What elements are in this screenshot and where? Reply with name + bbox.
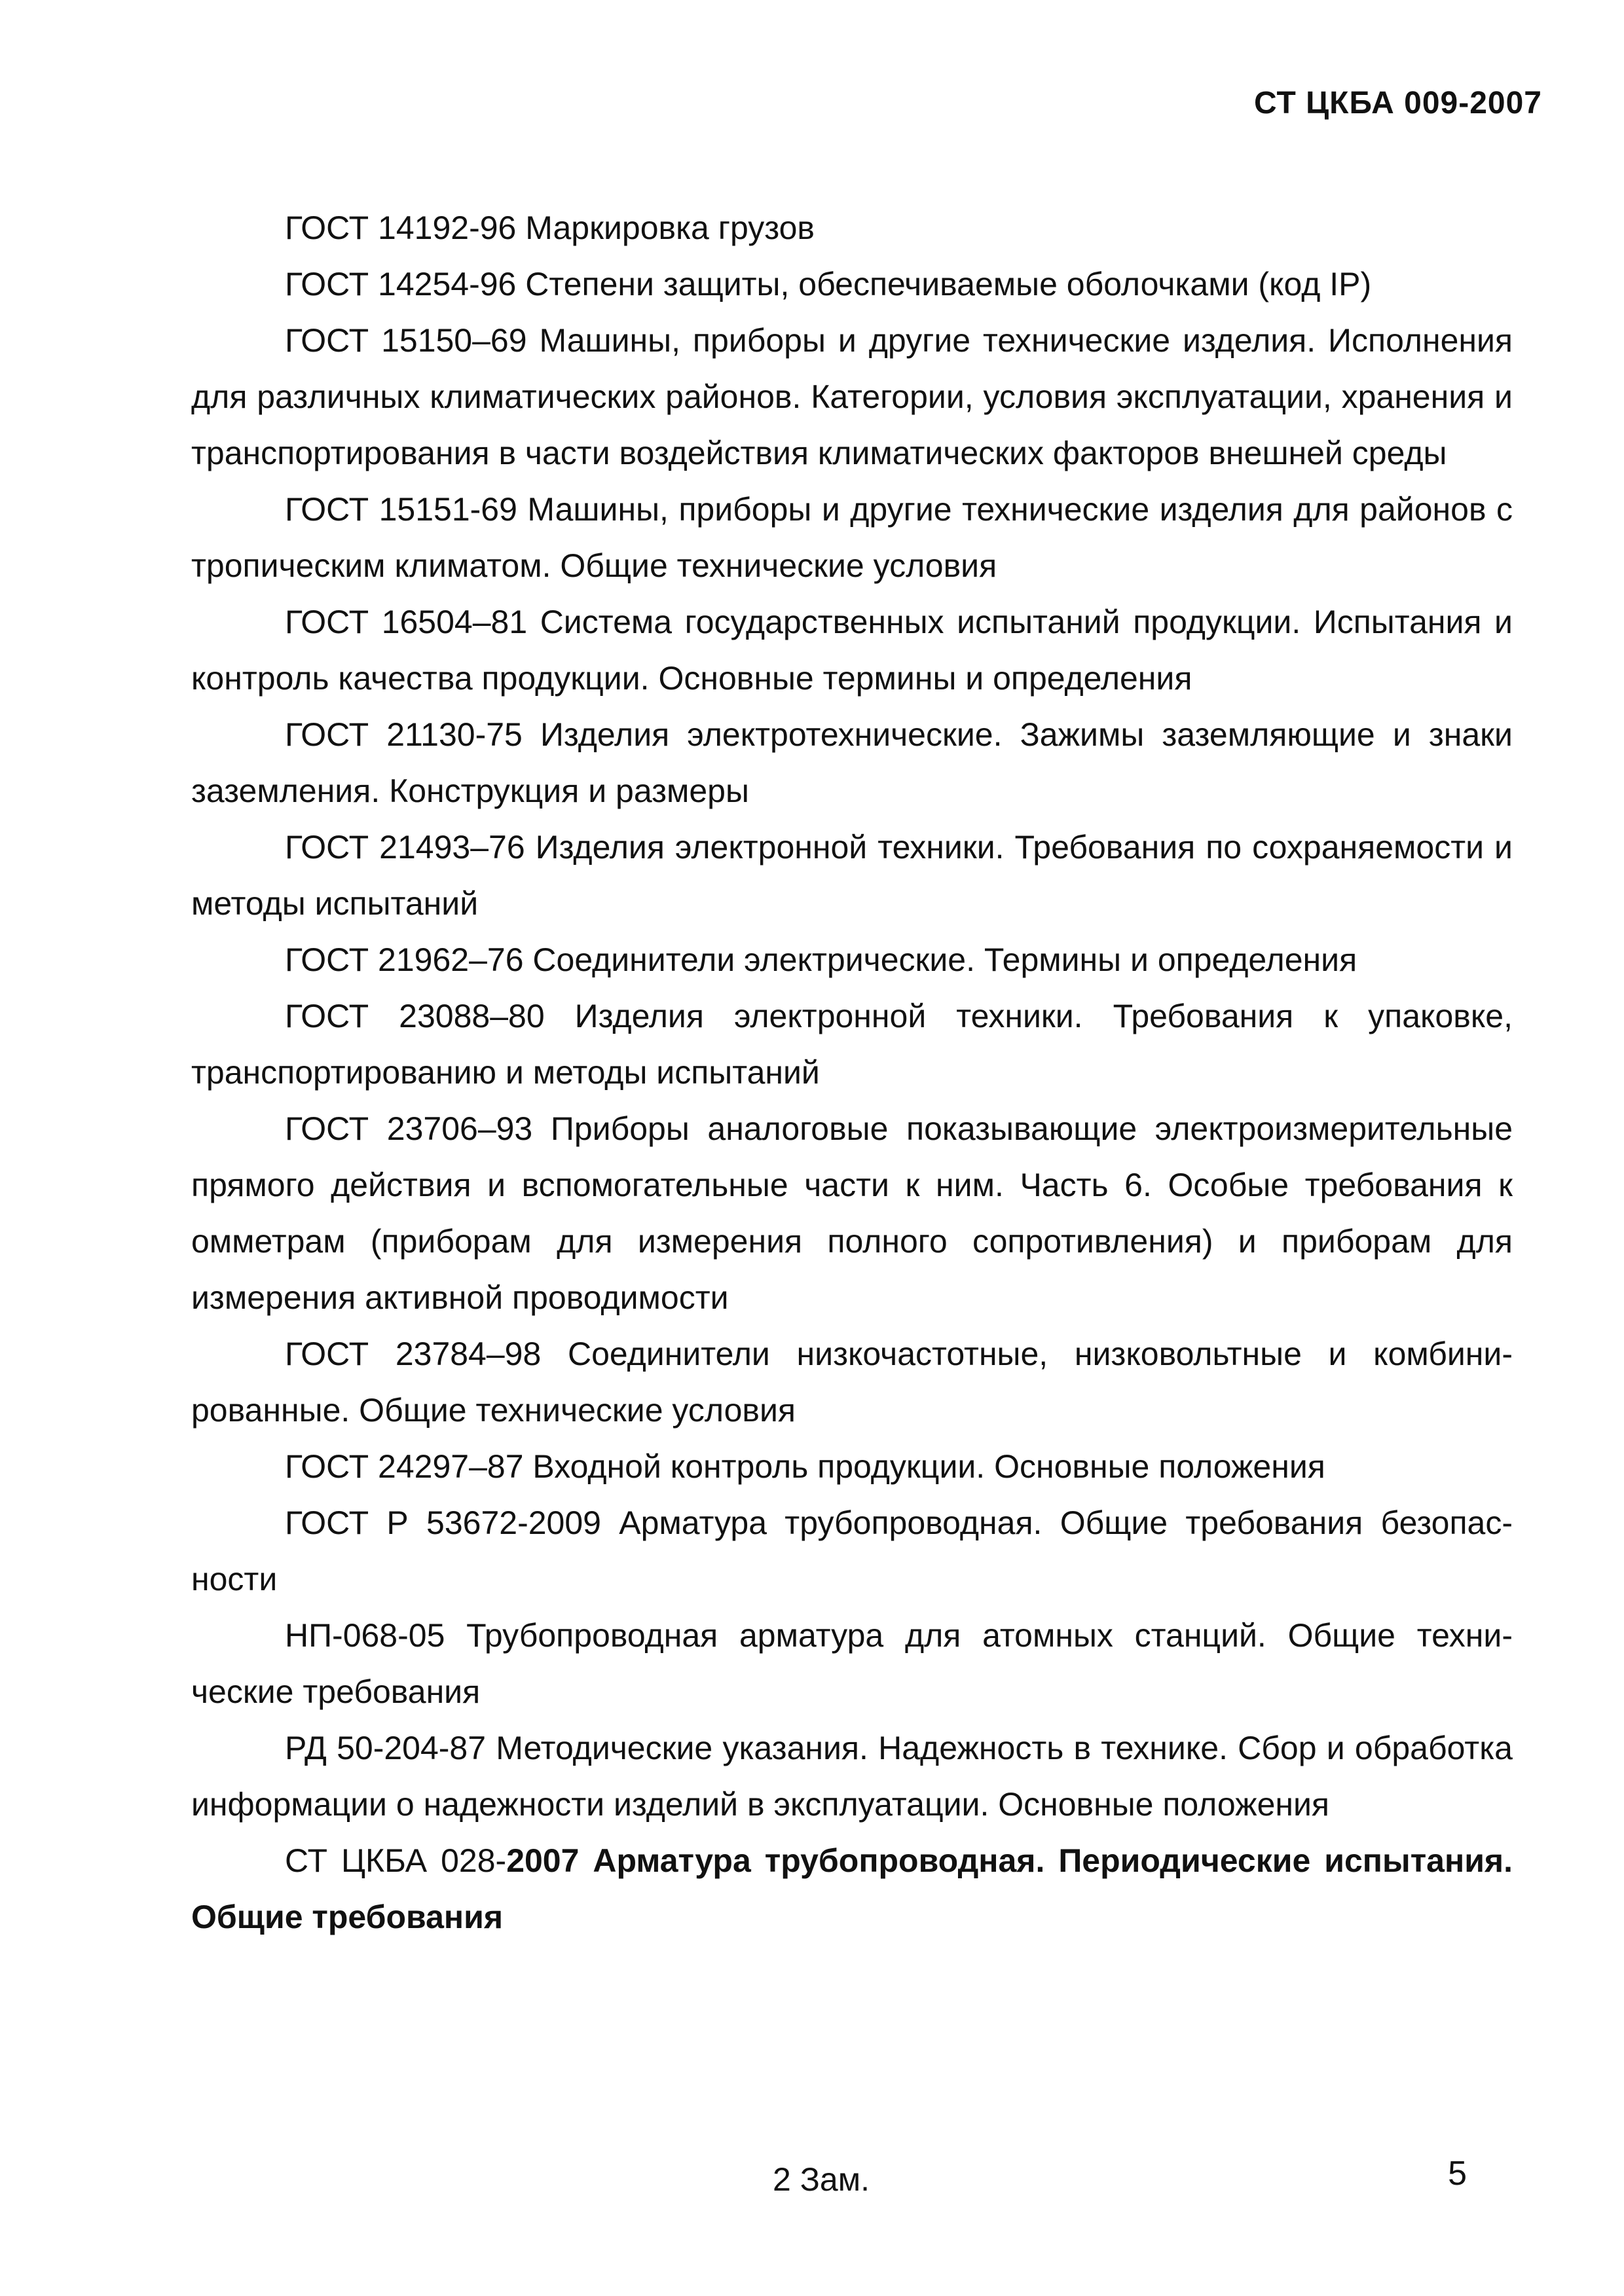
- reference-code: ГОСТ 15150–69: [285, 322, 527, 359]
- reference-title: Соединители низкочастотные, низковольтные и комбини-рованные. Общие технические условия: [191, 1336, 1513, 1429]
- reference-entry: [191, 256, 1513, 312]
- reference-entry: [191, 1607, 1513, 1720]
- reference-code: ГОСТ 23706–93: [285, 1110, 533, 1147]
- reference-code: ГОСТ 14192-96: [285, 210, 517, 246]
- reference-code: ГОСТ 14254-96: [285, 266, 517, 302]
- reference-title: Машины, приборы и другие технические изделия. Исполнения для различных климатических районов. Категории, условия эксплуатации, хранения и транспортирования в части воздействия климатических факторов внешней среды: [191, 322, 1513, 471]
- reference-title: Изделия электронной техники. Требования по сохраняемости и методы испытаний: [191, 829, 1513, 922]
- reference-title: Система государственных испытаний продукции. Испытания и контроль качества продукции. Основные термины и определения: [191, 604, 1513, 697]
- reference-code: ГОСТ 21130-75: [285, 716, 523, 753]
- reference-code: ГОСТ 23784–98: [285, 1336, 542, 1372]
- reference-entry: [191, 594, 1513, 706]
- reference-title: Маркировка грузов: [525, 210, 815, 246]
- reference-entry-last: [191, 1832, 1513, 1945]
- reference-entry: [191, 1495, 1513, 1607]
- reference-code: ГОСТ Р 53672-2009: [285, 1504, 601, 1541]
- reference-entry: [191, 932, 1513, 988]
- reference-title: Трубопроводная арматура для атомных станций. Общие техни-ческие требования: [191, 1617, 1513, 1710]
- reference-code: ГОСТ 24297–87: [285, 1448, 524, 1485]
- document-code-header: СТ ЦКБА 009-2007: [1253, 86, 1542, 120]
- reference-entry: [191, 988, 1513, 1101]
- reference-title: Соединители электрические. Термины и определения: [532, 941, 1357, 978]
- reference-entry: [191, 819, 1513, 932]
- reference-entry: [191, 1101, 1513, 1326]
- page-number: 5: [1448, 2155, 1467, 2193]
- reference-title: Изделия электротехнические. Зажимы заземляющие и знаки заземления. Конструкция и размеры: [191, 716, 1513, 809]
- reference-code: ГОСТ 21493–76: [285, 829, 525, 866]
- reference-entry: [191, 481, 1513, 594]
- reference-title: Арматура трубопроводная. Периодические испытания. Общие требования: [191, 1842, 1513, 1935]
- reference-entry: [191, 312, 1513, 481]
- reference-entry: [191, 1720, 1513, 1832]
- reference-code-prefix: СТ ЦКБА 028-: [285, 1842, 507, 1879]
- reference-entry: [191, 706, 1513, 819]
- reference-title: Степени защиты, обеспечиваемые оболочками (код IP): [525, 266, 1372, 302]
- reference-entry: [191, 200, 1513, 256]
- reference-code: ГОСТ 23088–80: [285, 998, 545, 1034]
- reference-title: Входной контроль продукции. Основные положения: [532, 1448, 1325, 1485]
- reference-code: НП-068-05: [285, 1617, 445, 1654]
- reference-code: ГОСТ 16504–81: [285, 604, 528, 640]
- reference-title: Изделия электронной техники. Требования к упаковке, транспортированию и методы испытаний: [191, 998, 1513, 1091]
- reference-code-year: 2007: [506, 1842, 580, 1879]
- normative-references-list: [191, 200, 1513, 1945]
- reference-title: Арматура трубопроводная. Общие требования безопас-ности: [191, 1504, 1513, 1597]
- reference-entry: [191, 1326, 1513, 1438]
- reference-title: Методические указания. Надежность в технике. Сбор и обработка информации о надежности изделий в эксплуатации. Основные положения: [191, 1730, 1513, 1823]
- change-note: 2 Зам.: [773, 2161, 870, 2198]
- reference-code: РД 50-204-87: [285, 1730, 487, 1766]
- reference-title: Машины, приборы и другие технические изделия для районов с тропическим климатом. Общие технические условия: [191, 491, 1513, 584]
- reference-code: ГОСТ 15151-69: [285, 491, 517, 528]
- reference-code: ГОСТ 21962–76: [285, 941, 524, 978]
- reference-title: Приборы аналоговые показывающие электроизмерительные прямого действия и вспомогательные части к ним. Часть 6. Особые требования к омметрам (приборам для измерения полного сопротивления) и приборам для измерения активной проводимости: [191, 1110, 1513, 1316]
- reference-entry: [191, 1438, 1513, 1495]
